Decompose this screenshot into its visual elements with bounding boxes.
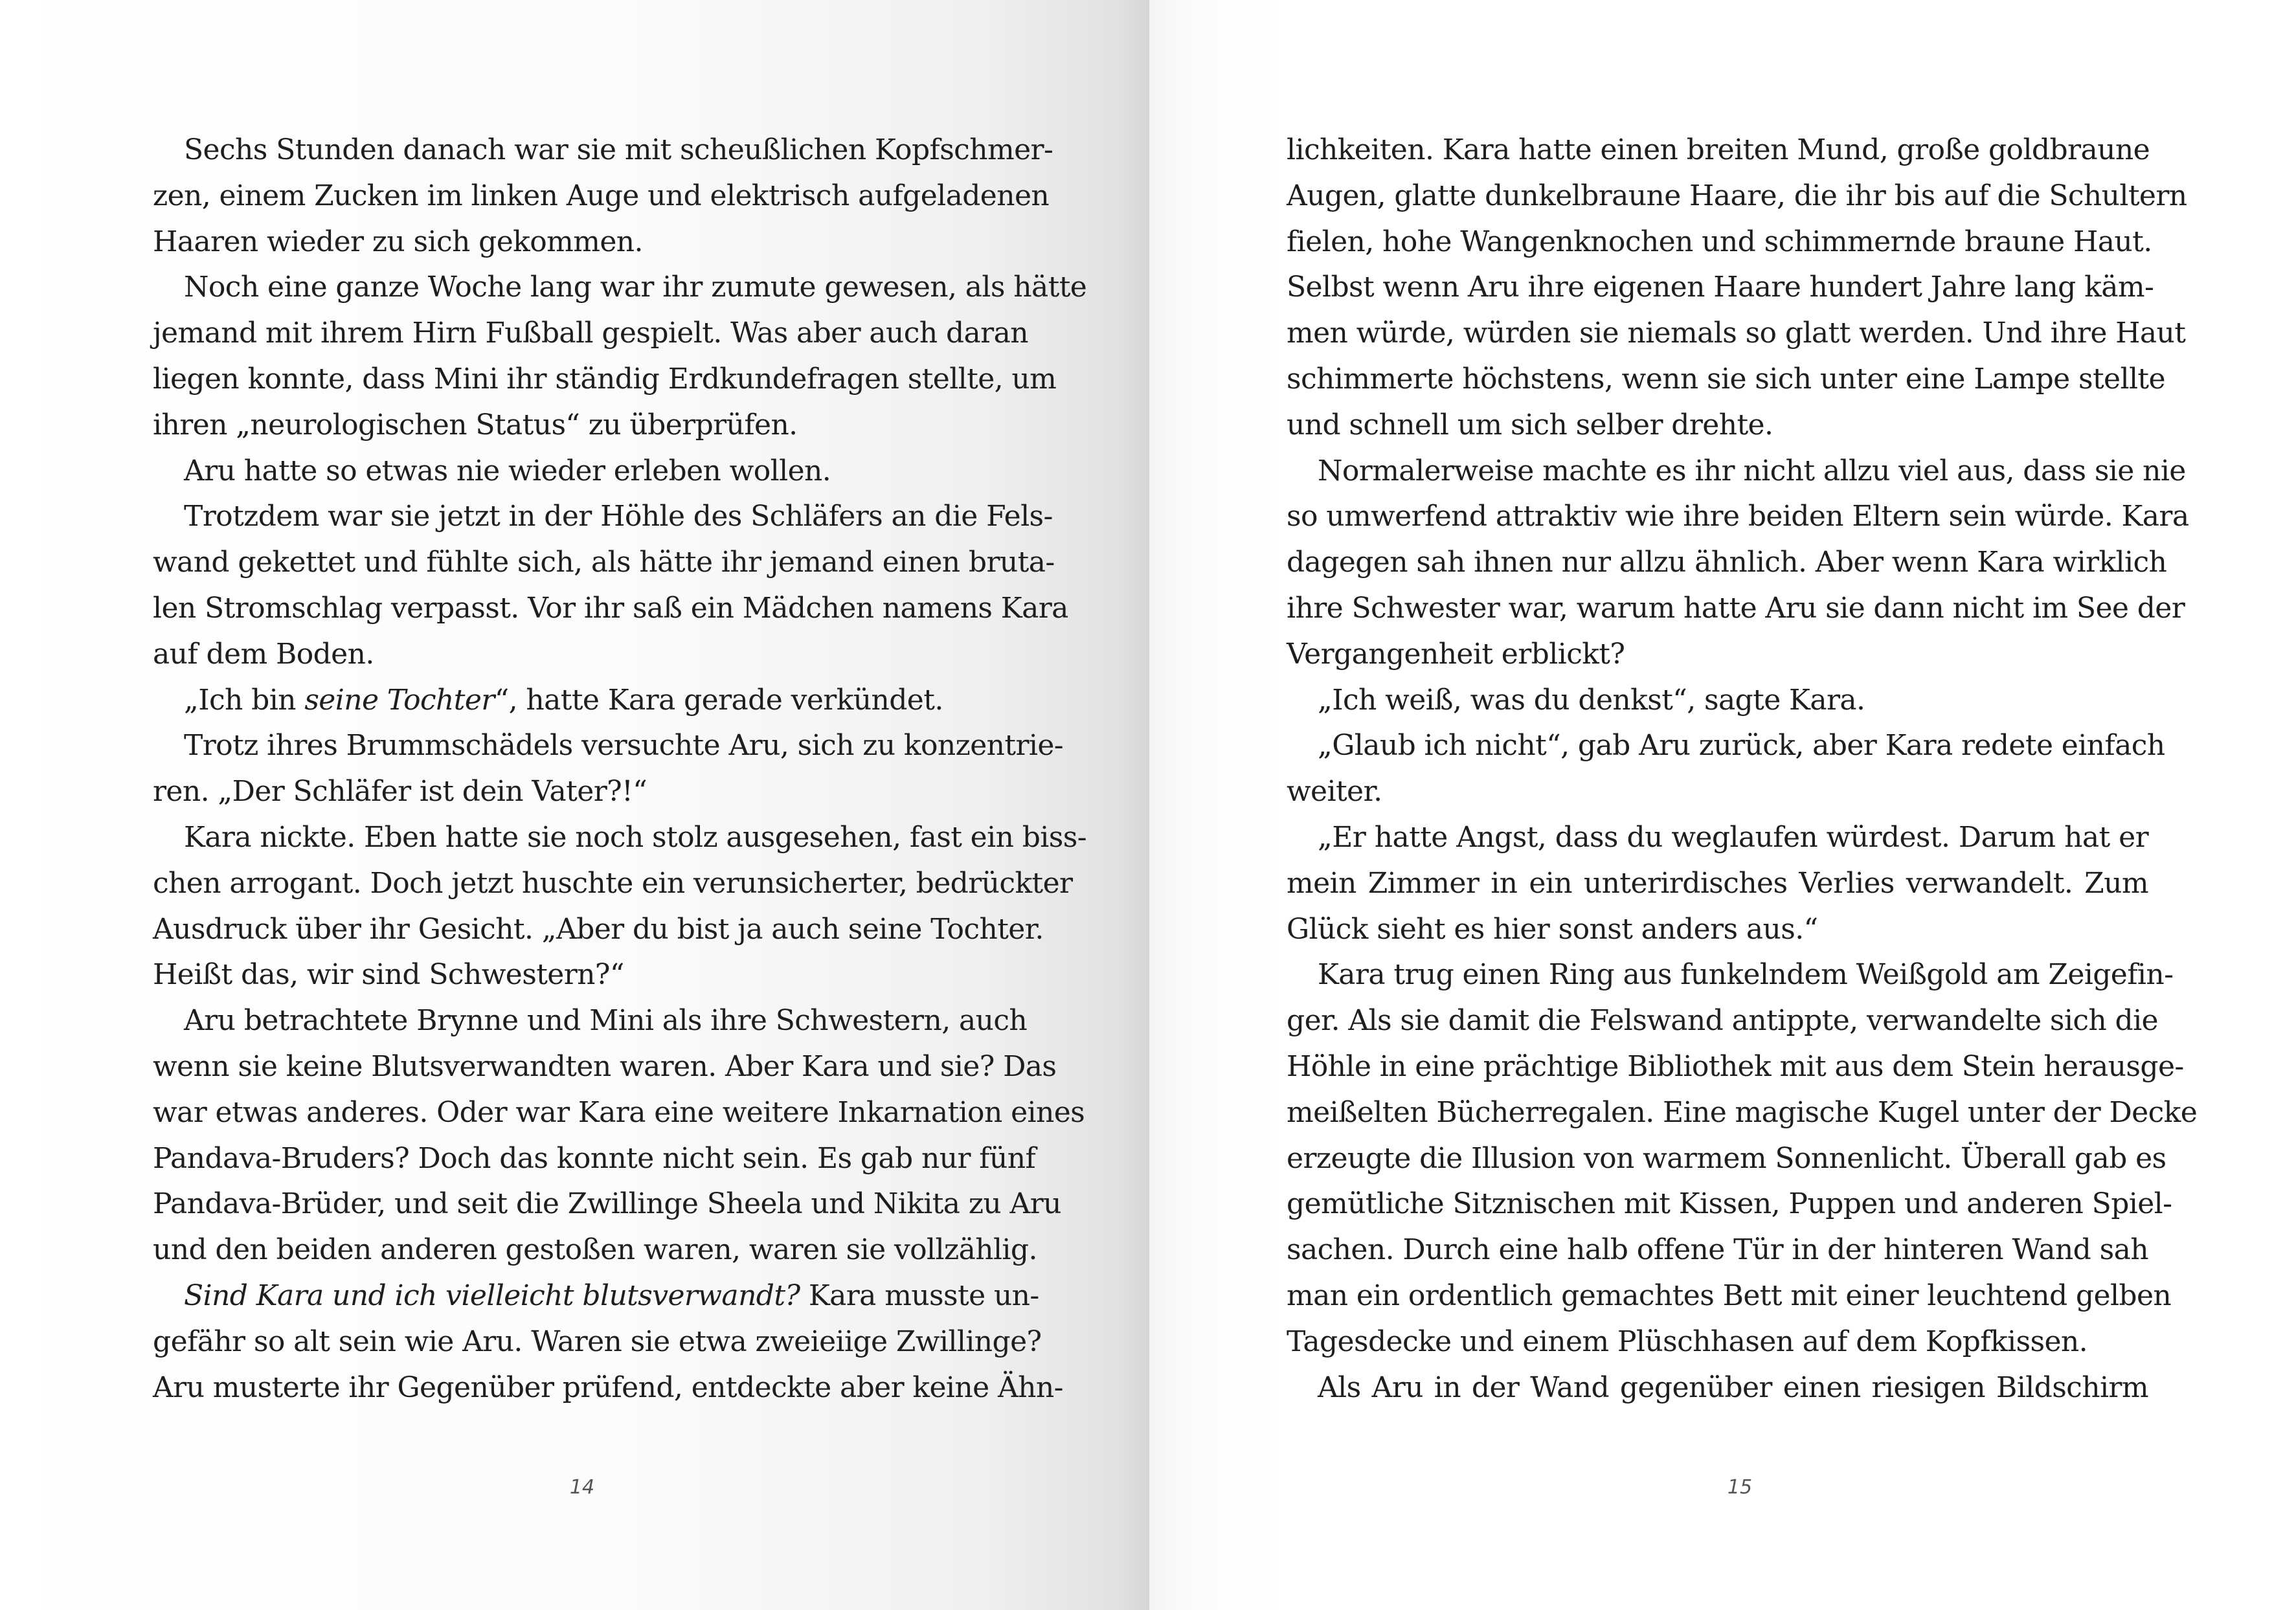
- text-line: „Glaub ich nicht“, gab Aru zurück, aber Kara redete einfach: [1318, 729, 2165, 763]
- text-line: Pandava-Bruders? Doch das konnte nicht sein. Es gab nur fünf: [153, 1141, 1036, 1175]
- text-line: Sechs Stunden danach war sie mit scheußlichen Kopfschmer-: [184, 133, 1053, 166]
- text-line: ger. Als sie damit die Felswand antippte, verwandelte sich die: [1287, 1004, 2158, 1038]
- text-line: erzeugte die Illusion von warmem Sonnenlicht. Überall gab es: [1287, 1141, 2167, 1175]
- text-line: dagegen sah ihnen nur allzu ähnlich. Aber wenn Kara wirklich: [1287, 546, 2167, 579]
- text-line: jemand mit ihrem Hirn Fußball gespielt. Was aber auch daran: [153, 317, 1028, 350]
- right-page-text: [1287, 128, 2198, 1411]
- text-line: war etwas anderes. Oder war Kara eine weitere Inkarnation eines: [153, 1095, 1085, 1129]
- text-line: „Ich weiß, was du denkst“, sagte Kara.: [1318, 683, 1865, 717]
- text-line: weiter.: [1287, 775, 1382, 809]
- text-line: Als Aru in der Wand gegenüber einen riesigen Bildschirm: [1318, 1370, 2148, 1404]
- text-line: zen, einem Zucken im linken Auge und elektrisch aufgeladenen: [153, 179, 1050, 212]
- text-line: Vergangenheit erblickt?: [1287, 637, 1625, 671]
- left-page-number: 14: [569, 1476, 595, 1499]
- text-span: Kara musste un-: [800, 1279, 1039, 1312]
- text-line: Haaren wieder zu sich gekommen.: [153, 225, 643, 258]
- left-page-text: [153, 128, 1087, 1411]
- text-line: sachen. Durch eine halb offene Tür in der hinteren Wand sah: [1287, 1233, 2148, 1267]
- text-line: man ein ordentlich gemachtes Bett mit einer leuchtend gelben: [1287, 1279, 2172, 1312]
- text-line: ihren „neurologischen Status“ zu überprüfen.: [153, 408, 798, 442]
- text-line: Noch eine ganze Woche lang war ihr zumute gewesen, als hätte: [184, 271, 1087, 304]
- text-line: ihre Schwester war, warum hatte Aru sie dann nicht im See der: [1287, 591, 2185, 625]
- text-line: ren. „Der Schläfer ist dein Vater?!“: [153, 775, 647, 809]
- text-span: „Ich bin: [184, 683, 305, 717]
- text-line: Höhle in eine prächtige Bibliothek mit aus dem Stein herausge-: [1287, 1049, 2184, 1083]
- text-line: mein Zimmer in ein unterirdisches Verlies verwandelt. Zum: [1287, 866, 2148, 900]
- text-line: so umwerfend attraktiv wie ihre beiden Eltern sein würde. Kara: [1287, 500, 2189, 533]
- right-page: [1149, 0, 2296, 1610]
- text-line: Tagesdecke und einem Plüschhasen auf dem Kopfkissen.: [1287, 1325, 2088, 1358]
- text-line: Trotzdem war sie jetzt in der Höhle des Schläfers an die Fels-: [184, 500, 1053, 533]
- text-line: Aru hatte so etwas nie wieder erleben wollen.: [184, 454, 831, 487]
- text-line: „Er hatte Angst, dass du weglaufen würdest. Darum hat er: [1318, 820, 2148, 854]
- text-line: meißelten Bücherregalen. Eine magische Kugel unter der Decke: [1287, 1095, 2198, 1129]
- text-line: auf dem Boden.: [153, 637, 374, 671]
- text-line: liegen konnte, dass Mini ihr ständig Erdkundefragen stellte, um: [153, 362, 1057, 396]
- text-line: Pandava-Brüder, und seit die Zwillinge Sheela und Nikita zu Aru: [153, 1187, 1061, 1221]
- right-page-number: 15: [1727, 1476, 1753, 1499]
- text-line: Kara nickte. Eben hatte sie noch stolz ausgesehen, fast ein biss-: [184, 820, 1086, 854]
- text-line: lichkeiten. Kara hatte einen breiten Mund, große goldbraune: [1287, 133, 2150, 166]
- text-line: len Stromschlag verpasst. Vor ihr saß ein Mädchen namens Kara: [153, 591, 1068, 625]
- text-line: gemütliche Sitznischen mit Kissen, Puppen und anderen Spiel-: [1287, 1187, 2172, 1221]
- text-line: [153, 678, 1009, 724]
- text-line: wand gekettet und fühlte sich, als hätte ihr jemand einen bruta-: [153, 546, 1055, 579]
- text-line: Glück sieht es hier sonst anders aus.“: [1287, 912, 1818, 946]
- text-span: “, hatte Kara gerade verkündet.: [494, 683, 943, 717]
- text-line: fielen, hohe Wangenknochen und schimmernde braune Haut.: [1287, 225, 2152, 258]
- text-line: wenn sie keine Blutsverwandten waren. Aber Kara und sie? Das: [153, 1049, 1057, 1083]
- text-line: Augen, glatte dunkelbraune Haare, die ihr bis auf die Schultern: [1287, 179, 2187, 212]
- text-line: und schnell um sich selber drehte.: [1287, 408, 1773, 442]
- italic-text: Sind Kara und ich vielleicht blutsverwandt?: [184, 1279, 800, 1312]
- text-line: Aru betrachtete Brynne und Mini als ihre Schwestern, auch: [184, 1004, 1028, 1038]
- text-line: Selbst wenn Aru ihre eigenen Haare hundert Jahre lang käm-: [1287, 271, 2154, 304]
- text-line: Heißt das, wir sind Schwestern?“: [153, 958, 624, 992]
- text-line: chen arrogant. Doch jetzt huschte ein verunsicherter, bedrückter: [153, 866, 1073, 900]
- text-line: schimmerte höchstens, wenn sie sich unter eine Lampe stellte: [1287, 362, 2165, 396]
- text-line: [153, 1273, 1039, 1319]
- text-line: Ausdruck über ihr Gesicht. „Aber du bist ja auch seine Tochter.: [153, 912, 1044, 946]
- text-line: Trotz ihres Brummschädels versuchte Aru, sich zu konzentrie-: [184, 729, 1064, 763]
- text-line: Aru musterte ihr Gegenüber prüfend, entdeckte aber keine Ähn-: [153, 1370, 1063, 1404]
- text-line: Normalerweise machte es ihr nicht allzu viel aus, dass sie nie: [1318, 454, 2186, 487]
- text-line: gefähr so alt sein wie Aru. Waren sie etwa zweieiige Zwillinge?: [153, 1325, 1042, 1358]
- text-line: men würde, würden sie niemals so glatt werden. Und ihre Haut: [1287, 317, 2186, 350]
- text-line: Kara trug einen Ring aus funkelndem Weißgold am Zeigefin-: [1318, 958, 2174, 992]
- italic-text: seine Tochter: [304, 683, 495, 717]
- text-line: und den beiden anderen gestoßen waren, waren sie vollzählig.: [153, 1233, 1037, 1267]
